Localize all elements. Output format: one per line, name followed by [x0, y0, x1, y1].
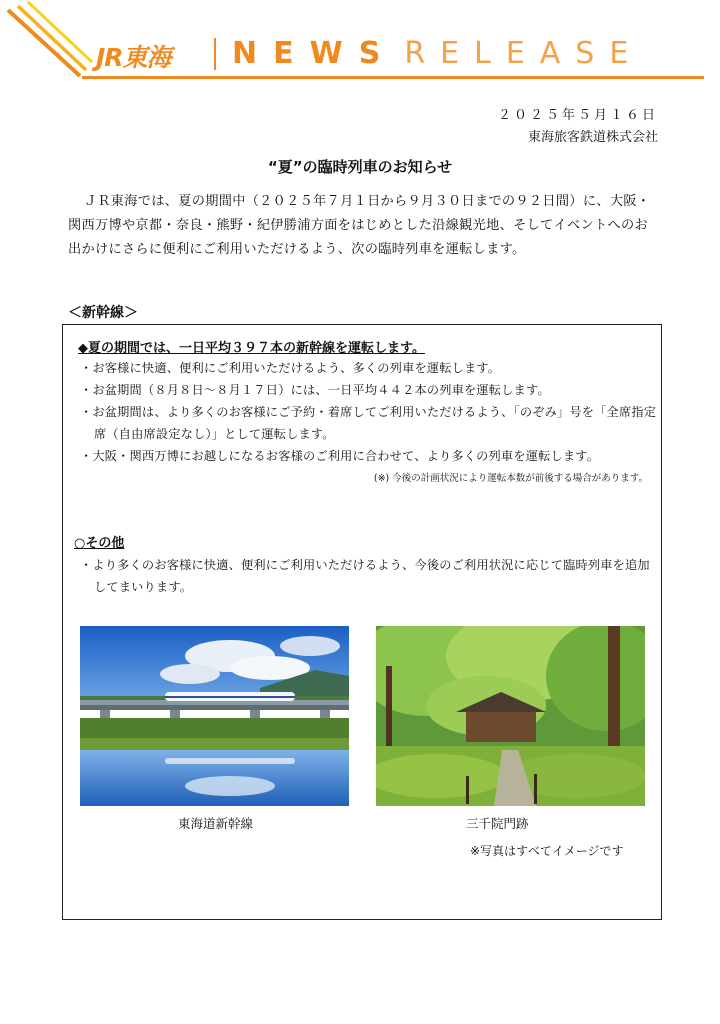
shinkansen-photo	[80, 626, 349, 806]
other-heading: ○その他	[74, 536, 125, 551]
page-title: “夏”の臨時列車のお知らせ	[267, 158, 453, 176]
header	[0, 0, 720, 90]
list-item: ・お盆期間は、より多くのお客様にご予約・着席してご利用いただけるよう、「のぞみ」号を「全席指定席（自由席設定なし）」として運転します。	[80, 405, 657, 441]
section-label-shinkansen: ＜新幹線＞	[68, 305, 138, 321]
other-bullet-list	[80, 554, 660, 598]
logo-divider	[214, 38, 216, 70]
jr-central-logo: JR東海	[96, 43, 171, 72]
header-rule	[82, 76, 704, 79]
shinkansen-bullet-list	[80, 357, 660, 467]
photo-note: ※写真はすべてイメージです	[470, 844, 624, 858]
right-photo-caption: 三千院門跡	[466, 816, 529, 831]
shinkansen-heading: ◆夏の期間では、一日平均３９７本の新幹線を運転します。	[78, 341, 425, 356]
release-word: RELEASE	[404, 36, 644, 71]
release-date: ２０２５年５月１６日	[497, 108, 658, 123]
list-item: ・より多くのお客様に快適、便利にご利用いただけるよう、今後のご利用状況に応じて臨時列車を追加してまいります。	[80, 558, 650, 594]
list-item: ・お盆期間（８月８日～８月１７日）には、一日平均４４２本の列車を運転します。	[80, 383, 550, 397]
list-item: ・お客様に快適、便利にご利用いただけるよう、多くの列車を運転します。	[80, 361, 501, 375]
news-word: NEWS	[232, 36, 397, 71]
schedule-note: (※) 今後の計画状況により運転本数が前後する場合があります。	[373, 473, 648, 484]
left-photo-caption: 東海道新幹線	[178, 816, 254, 831]
company-name: 東海旅客鉄道株式会社	[527, 130, 658, 145]
intro-paragraph: ＪＲ東海では、夏の期間中（２０２５年７月１日から９月３０日までの９２日間）に、大阪・関西万博や京都・奈良・熊野・紀伊勝浦方面をはじめとした沿線観光地、そしてイベントへのお出かけにさらに便利にご利用いただけるよう、次の臨時列車を運転します。	[68, 194, 651, 257]
sanzenin-photo	[376, 626, 645, 806]
list-item: ・大阪・関西万博にお越しになるお客様のご利用に合わせて、より多くの列車を運転します。	[80, 449, 600, 463]
news-release-banner	[232, 36, 643, 71]
